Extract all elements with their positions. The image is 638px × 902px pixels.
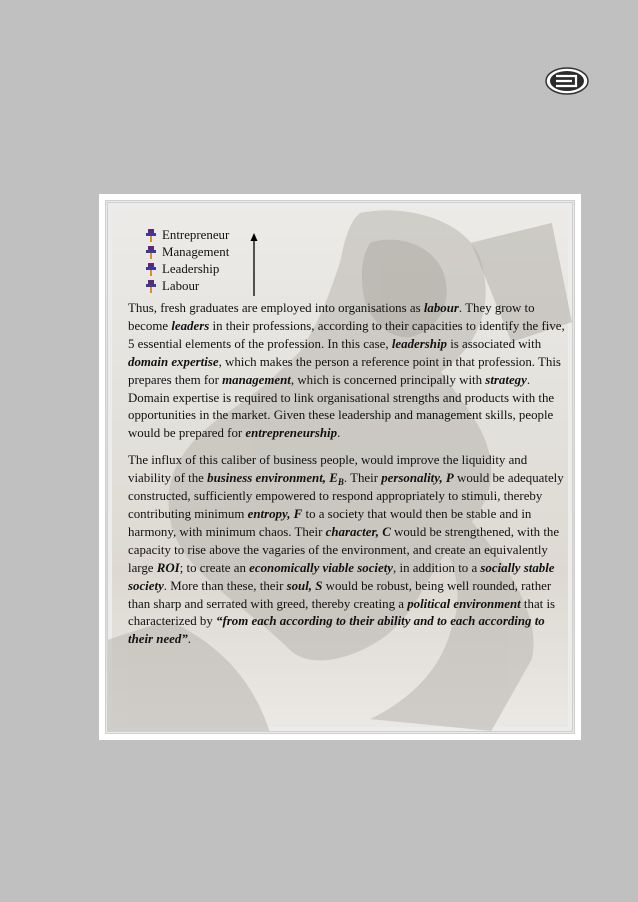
emphasis-business-environment: business environment, E bbox=[207, 471, 338, 486]
emphasis-entropy: entropy, F bbox=[247, 506, 303, 521]
text-run: The influx of this caliber of business people, would improve the liquidity and viability of the bbox=[128, 453, 528, 486]
list-item bbox=[146, 278, 568, 295]
text-run: , which is concerned principally with bbox=[290, 372, 486, 387]
emphasis-political-environment: political environment bbox=[407, 596, 521, 611]
emphasis-roi: ROI bbox=[156, 560, 180, 575]
pushpin-bullet-icon bbox=[146, 280, 156, 293]
emphasis-domain-expertise: domain expertise bbox=[128, 354, 219, 369]
text-run: . bbox=[337, 426, 341, 441]
text-run: Thus, fresh graduates are employed into organisations as bbox=[128, 301, 424, 315]
text-run: ; to create an bbox=[179, 560, 250, 575]
up-arrow-icon bbox=[250, 233, 258, 297]
text-run: . Their bbox=[343, 471, 382, 486]
subscript-b: B bbox=[337, 477, 344, 488]
emphasis-economically-viable-society: economically viable society bbox=[249, 560, 394, 575]
text-run: . bbox=[187, 632, 192, 647]
emphasis-labour: labour bbox=[423, 301, 459, 315]
text-run: in their professions, according to their capacities to identify the five, 5 essential elements of the profession. In this case, bbox=[128, 318, 565, 351]
pushpin-bullet-icon bbox=[146, 246, 156, 259]
paragraph-business-influx bbox=[128, 452, 568, 649]
text-content bbox=[128, 227, 568, 658]
publisher-logo bbox=[545, 67, 589, 95]
emphasis-management: management bbox=[222, 372, 291, 387]
text-run: . They grow to become bbox=[128, 301, 535, 333]
text-run: would be strengthened, with the capacity to rise above the vagaries of the environment, and create an equivalently large bbox=[128, 524, 560, 575]
frame-inner bbox=[105, 200, 575, 734]
career-ladder-list bbox=[128, 227, 568, 295]
text-run: to a society that would then be stable and in harmony, with minimum chaos. Their bbox=[128, 506, 532, 539]
bullet-labour: Labour bbox=[162, 279, 200, 293]
text-run: would be robust, being well rounded, rather than sharp and serrated with greed, thereby creating a bbox=[128, 578, 552, 611]
emphasis-strategy: strategy bbox=[485, 372, 527, 387]
emphasis-leadership: leadership bbox=[391, 336, 447, 351]
emphasis-personality: personality, P bbox=[381, 471, 454, 486]
bullet-leadership: Leadership bbox=[162, 262, 220, 276]
text-run: that is characterized by bbox=[128, 596, 556, 629]
emphasis-character: character, C bbox=[325, 524, 391, 539]
content-frame bbox=[99, 194, 581, 740]
bullet-management: Management bbox=[162, 245, 230, 259]
paragraph-career-progression bbox=[128, 300, 568, 443]
emphasis-quote: “from each according to their ability and to each according to their need” bbox=[128, 614, 545, 647]
list-item bbox=[146, 261, 568, 278]
emphasis-socially-stable-society: socially stable society bbox=[128, 560, 555, 593]
bullet-entrepreneur: Entrepreneur bbox=[162, 228, 230, 242]
text-run: , in addition to a bbox=[393, 560, 481, 575]
pushpin-bullet-icon bbox=[146, 263, 156, 276]
emphasis-soul: soul, S bbox=[286, 578, 323, 593]
text-run: would be adequately constructed, sufficiently empowered to respond appropriately to stimuli, thereby contributing minimum bbox=[128, 471, 564, 521]
list-item bbox=[146, 227, 568, 244]
text-run: . Domain expertise is required to link organisational strengths and products with the opportunities in the market. Given these leadership and management skills, people would be prepared for bbox=[128, 372, 555, 441]
emphasis-leaders: leaders bbox=[171, 318, 210, 333]
emphasis-entrepreneurship: entrepreneurship bbox=[245, 426, 338, 441]
text-run: , which makes the person a reference point in that profession. This prepares them for bbox=[128, 354, 561, 387]
text-run: . More than these, their bbox=[163, 578, 287, 593]
pushpin-bullet-icon bbox=[146, 229, 156, 242]
list-item bbox=[146, 244, 568, 261]
text-run: is associated with bbox=[447, 336, 542, 351]
